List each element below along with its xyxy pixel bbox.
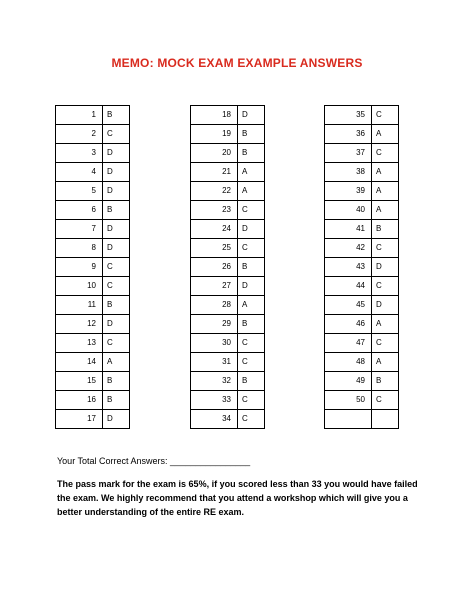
answer-row: [191, 334, 265, 353]
pass-mark-note: The pass mark for the exam is 65%, if you scored less than 33 you would have failed the exam. We highly recommend that you attend a workshop which will give you a better understanding of the entire RE exam.: [57, 479, 418, 517]
question-number: [325, 410, 372, 429]
answer-row: [325, 277, 399, 296]
question-number: 27: [191, 277, 238, 296]
answer-letter: A: [372, 182, 399, 201]
answer-letter: C: [372, 106, 399, 125]
question-number: 25: [191, 239, 238, 258]
question-number: 33: [191, 391, 238, 410]
answer-row: [191, 315, 265, 334]
answer-row: [325, 391, 399, 410]
answer-row: [56, 201, 130, 220]
answer-letter: D: [372, 258, 399, 277]
answer-letter: D: [103, 220, 130, 239]
question-number: 28: [191, 296, 238, 315]
answer-table-3: [324, 105, 399, 429]
question-number: 41: [325, 220, 372, 239]
answer-row: [56, 372, 130, 391]
question-number: 16: [56, 391, 103, 410]
answer-letter: B: [103, 201, 130, 220]
question-number: 37: [325, 144, 372, 163]
question-number: 10: [56, 277, 103, 296]
question-number: 45: [325, 296, 372, 315]
answer-letter: B: [103, 296, 130, 315]
answer-letter: A: [103, 353, 130, 372]
question-number: 9: [56, 258, 103, 277]
answer-row: [325, 372, 399, 391]
answer-letter: C: [103, 334, 130, 353]
answer-letter: C: [238, 239, 265, 258]
answer-letter: A: [238, 296, 265, 315]
question-number: 50: [325, 391, 372, 410]
answer-table-2: [190, 105, 265, 429]
answer-letter: C: [372, 144, 399, 163]
answer-letter: B: [238, 315, 265, 334]
question-number: 20: [191, 144, 238, 163]
answer-row: [325, 353, 399, 372]
answer-row: [191, 410, 265, 429]
question-number: 3: [56, 144, 103, 163]
answer-letter: B: [372, 372, 399, 391]
answer-row: [191, 372, 265, 391]
answer-row: [56, 296, 130, 315]
question-number: 30: [191, 334, 238, 353]
question-number: 13: [56, 334, 103, 353]
question-number: 24: [191, 220, 238, 239]
answer-letter: A: [372, 353, 399, 372]
answer-row: [325, 410, 399, 429]
answer-row: [191, 144, 265, 163]
question-number: 26: [191, 258, 238, 277]
question-number: 44: [325, 277, 372, 296]
answer-row: [191, 353, 265, 372]
question-number: 36: [325, 125, 372, 144]
question-number: 14: [56, 353, 103, 372]
question-number: 15: [56, 372, 103, 391]
question-number: 40: [325, 201, 372, 220]
answer-row: [56, 106, 130, 125]
answer-row: [325, 106, 399, 125]
question-number: 5: [56, 182, 103, 201]
question-number: 38: [325, 163, 372, 182]
answer-row: [56, 277, 130, 296]
answer-row: [56, 391, 130, 410]
answer-letter: D: [103, 239, 130, 258]
answer-letter: C: [103, 277, 130, 296]
question-number: 47: [325, 334, 372, 353]
question-number: 34: [191, 410, 238, 429]
answer-row: [191, 182, 265, 201]
answer-row: [325, 220, 399, 239]
answer-letter: C: [103, 125, 130, 144]
answer-row: [191, 201, 265, 220]
answer-letter: C: [103, 258, 130, 277]
question-number: 18: [191, 106, 238, 125]
answer-letter: D: [238, 106, 265, 125]
question-number: 31: [191, 353, 238, 372]
answer-letter: C: [238, 391, 265, 410]
question-number: 49: [325, 372, 372, 391]
answer-letter: D: [372, 296, 399, 315]
question-number: 42: [325, 239, 372, 258]
answer-letter: B: [238, 258, 265, 277]
answer-row: [56, 125, 130, 144]
answer-letter: A: [372, 315, 399, 334]
answer-letter: D: [103, 182, 130, 201]
answer-letter: B: [372, 220, 399, 239]
answer-row: [191, 106, 265, 125]
page-title: MEMO: MOCK EXAM EXAMPLE ANSWERS: [111, 56, 363, 70]
answer-letter: C: [372, 391, 399, 410]
answer-row: [56, 410, 130, 429]
answer-row: [56, 220, 130, 239]
answer-row: [191, 391, 265, 410]
answer-letter: D: [103, 163, 130, 182]
answer-letter: C: [238, 334, 265, 353]
answer-row: [325, 296, 399, 315]
answer-row: [325, 239, 399, 258]
answer-row: [325, 201, 399, 220]
question-number: 39: [325, 182, 372, 201]
question-number: 8: [56, 239, 103, 258]
question-number: 2: [56, 125, 103, 144]
question-number: 35: [325, 106, 372, 125]
answer-row: [191, 125, 265, 144]
answer-letter: D: [238, 220, 265, 239]
answer-row: [325, 315, 399, 334]
question-number: 23: [191, 201, 238, 220]
answer-row: [56, 182, 130, 201]
question-number: 32: [191, 372, 238, 391]
answer-letter: B: [103, 372, 130, 391]
answer-letter: C: [238, 410, 265, 429]
answer-row: [56, 258, 130, 277]
answer-letter: D: [103, 144, 130, 163]
answer-row: [191, 239, 265, 258]
answer-row: [56, 353, 130, 372]
question-number: 6: [56, 201, 103, 220]
question-number: 48: [325, 353, 372, 372]
answer-table-1: [55, 105, 130, 429]
answer-letter: C: [372, 239, 399, 258]
question-number: 4: [56, 163, 103, 182]
question-number: 46: [325, 315, 372, 334]
answer-letter: B: [103, 391, 130, 410]
question-number: 7: [56, 220, 103, 239]
answer-letter: C: [372, 334, 399, 353]
question-number: 17: [56, 410, 103, 429]
answer-row: [325, 144, 399, 163]
answer-row: [325, 163, 399, 182]
total-correct-answers-label: Your Total Correct Answers: ________________: [57, 456, 251, 466]
answer-letter: D: [103, 410, 130, 429]
answer-row: [191, 277, 265, 296]
answer-row: [325, 182, 399, 201]
answer-row: [191, 296, 265, 315]
question-number: 1: [56, 106, 103, 125]
answer-row: [191, 258, 265, 277]
answer-letter: A: [238, 182, 265, 201]
answer-row: [56, 334, 130, 353]
answer-row: [191, 220, 265, 239]
question-number: 11: [56, 296, 103, 315]
answer-letter: B: [103, 106, 130, 125]
answer-letter: D: [238, 277, 265, 296]
answer-row: [325, 125, 399, 144]
question-number: 29: [191, 315, 238, 334]
answer-row: [325, 258, 399, 277]
answer-row: [56, 163, 130, 182]
answer-row: [325, 334, 399, 353]
answer-row: [191, 163, 265, 182]
question-number: 19: [191, 125, 238, 144]
answer-letter: B: [238, 125, 265, 144]
answer-letter: B: [238, 372, 265, 391]
question-number: 21: [191, 163, 238, 182]
answer-letter: C: [238, 201, 265, 220]
answer-letter: [372, 410, 399, 429]
question-number: 43: [325, 258, 372, 277]
answer-row: [56, 315, 130, 334]
answer-letter: B: [238, 144, 265, 163]
answer-letter: A: [372, 201, 399, 220]
answer-letter: A: [238, 163, 265, 182]
answer-letter: C: [238, 353, 265, 372]
question-number: 22: [191, 182, 238, 201]
answer-row: [56, 144, 130, 163]
question-number: 12: [56, 315, 103, 334]
answer-letter: D: [103, 315, 130, 334]
answer-letter: C: [372, 277, 399, 296]
answer-row: [56, 239, 130, 258]
answer-letter: A: [372, 163, 399, 182]
answer-letter: A: [372, 125, 399, 144]
